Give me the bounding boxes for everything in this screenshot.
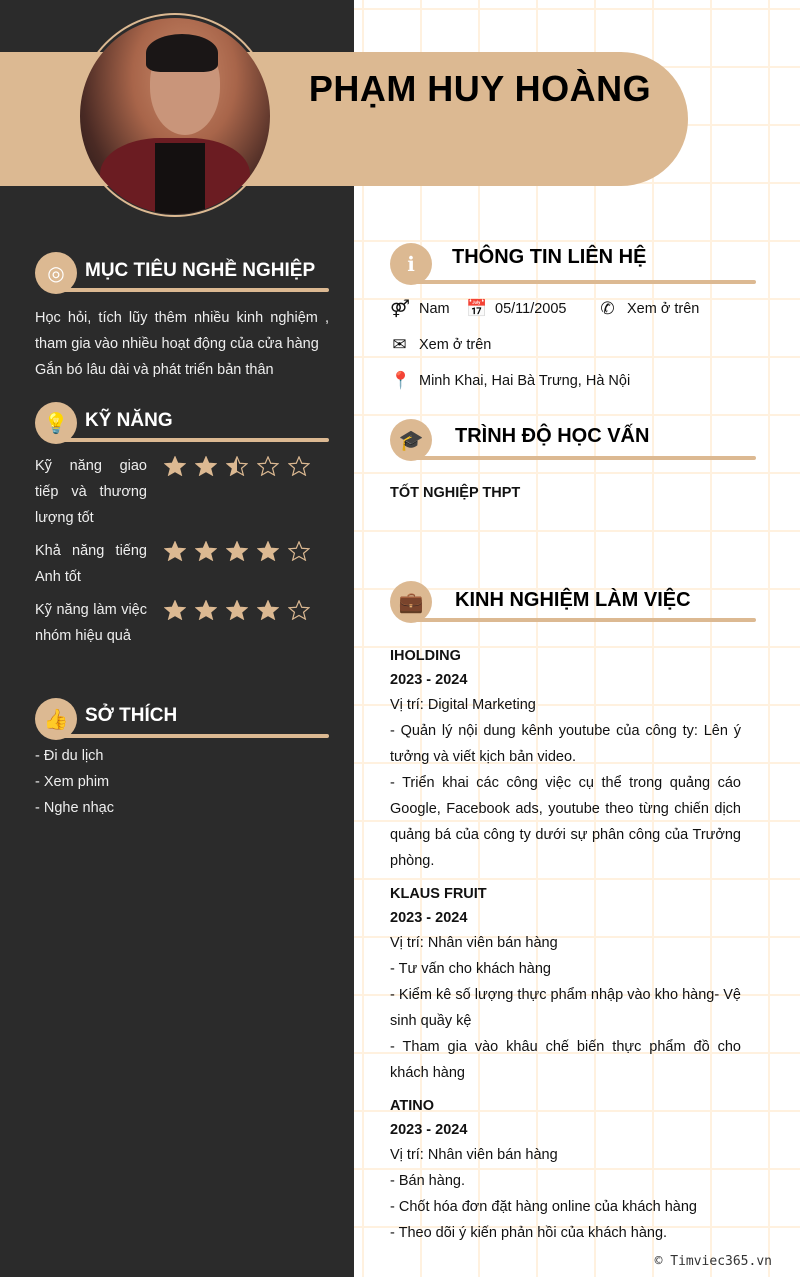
- address-field: [390, 371, 630, 391]
- briefcase-icon: 💼: [390, 581, 432, 623]
- skill-label: Kỹ năng làm việc nhóm hiệu quả: [35, 602, 147, 644]
- section-underline: [415, 618, 756, 622]
- phone-field: [598, 299, 699, 319]
- gender-value: Nam: [419, 301, 450, 317]
- section-underline: [60, 438, 329, 442]
- star-empty-icon: [288, 600, 310, 620]
- star-filled-icon: [195, 456, 217, 476]
- job-detail: - Kiểm kê số lượng thực phẩm nhập vào kho hàng- Vệ sinh quầy kệ: [390, 987, 741, 1029]
- objective-line: Gắn bó lâu dài và phát triển bản thân: [35, 362, 274, 378]
- star-filled-icon: [257, 541, 279, 561]
- job-period: 2023 - 2024: [390, 910, 468, 926]
- envelope-icon: ✉: [392, 335, 407, 354]
- job-company: KLAUS FRUIT: [390, 886, 487, 902]
- job-detail: - Tham gia vào khâu chế biến thực phẩm đồ cho khách hàng: [390, 1039, 741, 1081]
- job-detail: Vị trí: Nhân viên bán hàng: [390, 935, 558, 951]
- star-filled-icon: [164, 541, 186, 561]
- map-pin-icon: 📍: [390, 371, 412, 390]
- star-filled-icon: [164, 600, 186, 620]
- objective-line: Học hỏi, tích lũy thêm nhiều kinh nghiệm , tham gia vào nhiều hoạt động của cửa hàng: [35, 310, 329, 352]
- section-underline: [415, 456, 756, 460]
- skills-title: KỸ NĂNG: [85, 410, 173, 431]
- education-degree: TỐT NGHIỆP THPT: [390, 485, 521, 501]
- thumbs-up-icon: 👍: [35, 698, 77, 740]
- skill-rating: [164, 541, 310, 561]
- job-detail: - Theo dõi ý kiến phản hồi của khách hàng.: [390, 1225, 668, 1241]
- job-detail: - Bán hàng.: [390, 1173, 465, 1189]
- address-value: Minh Khai, Hai Bà Trưng, Hà Nội: [419, 373, 631, 389]
- education-title: TRÌNH ĐỘ HỌC VẤN: [455, 425, 650, 447]
- dob-value: 05/11/2005: [495, 301, 567, 317]
- email-value: Xem ở trên: [419, 337, 492, 353]
- objective-title: MỤC TIÊU NGHỀ NGHIỆP: [85, 260, 316, 281]
- skill-rating: [164, 456, 310, 476]
- experience-title: KINH NGHIỆM LÀM VIỆC: [455, 589, 691, 611]
- avatar-photo: [80, 18, 270, 214]
- star-half-icon: [226, 456, 248, 476]
- skill-label: Khả năng tiếng Anh tốt: [35, 543, 147, 585]
- star-filled-icon: [226, 600, 248, 620]
- star-filled-icon: [164, 456, 186, 476]
- job-period: 2023 - 2024: [390, 1122, 468, 1138]
- hobby-item: - Đi du lịch: [35, 748, 104, 764]
- job-detail: - Quản lý nội dung kênh youtube của công ty: Lên ý tưởng và viết kịch bản video.: [390, 723, 741, 765]
- skill-label: Kỹ năng giao tiếp và thương lượng tốt: [35, 458, 147, 526]
- section-underline: [415, 280, 756, 284]
- footer-watermark: © Timviec365.vn: [654, 1254, 772, 1269]
- section-underline: [60, 288, 329, 292]
- star-filled-icon: [226, 541, 248, 561]
- hobby-item: - Nghe nhạc: [35, 800, 114, 816]
- job-detail: - Triển khai các công việc cụ thể trong quảng cáo Google, Facebook ads, youtube theo từng chiến dịch quảng bá của công ty dưới sự phân công của Trưởng phòng.: [390, 775, 741, 869]
- star-empty-icon: [257, 456, 279, 476]
- experience-list: [390, 644, 741, 1254]
- graduation-cap-icon: 🎓: [390, 419, 432, 461]
- email-field: [390, 335, 491, 355]
- dob-field: [466, 299, 567, 319]
- skill-rating: [164, 600, 310, 620]
- star-empty-icon: [288, 456, 310, 476]
- hobbies-list: [35, 743, 329, 821]
- job-entry: [390, 644, 741, 874]
- job-detail: - Tư vấn cho khách hàng: [390, 961, 551, 977]
- job-entry: [390, 882, 741, 1086]
- candidate-name: PHẠM HUY HOÀNG: [308, 68, 652, 109]
- lightbulb-icon: 💡: [35, 402, 77, 444]
- objective-text: [35, 305, 329, 383]
- calendar-icon: 📅: [466, 299, 488, 318]
- job-detail: Vị trí: Digital Marketing: [390, 697, 536, 713]
- phone-value: Xem ở trên: [627, 301, 700, 317]
- job-detail: - Chốt hóa đơn đặt hàng online của khách hàng: [390, 1199, 697, 1215]
- star-filled-icon: [195, 541, 217, 561]
- star-empty-icon: [288, 541, 310, 561]
- job-detail: Vị trí: Nhân viên bán hàng: [390, 1147, 558, 1163]
- hobby-item: - Xem phim: [35, 774, 110, 790]
- job-entry: [390, 1094, 741, 1246]
- section-underline: [60, 734, 329, 738]
- contact-title: THÔNG TIN LIÊN HỆ: [452, 246, 647, 268]
- target-icon: ◎: [35, 252, 77, 294]
- info-icon: ℹ: [390, 243, 432, 285]
- gender-icon: ⚤: [390, 299, 410, 318]
- job-company: IHOLDING: [390, 648, 461, 664]
- gender-field: [390, 299, 450, 319]
- job-company: ATINO: [390, 1098, 435, 1114]
- star-filled-icon: [195, 600, 217, 620]
- hobbies-title: SỞ THÍCH: [85, 705, 178, 726]
- star-filled-icon: [257, 600, 279, 620]
- phone-icon: ✆: [600, 299, 615, 318]
- job-period: 2023 - 2024: [390, 672, 468, 688]
